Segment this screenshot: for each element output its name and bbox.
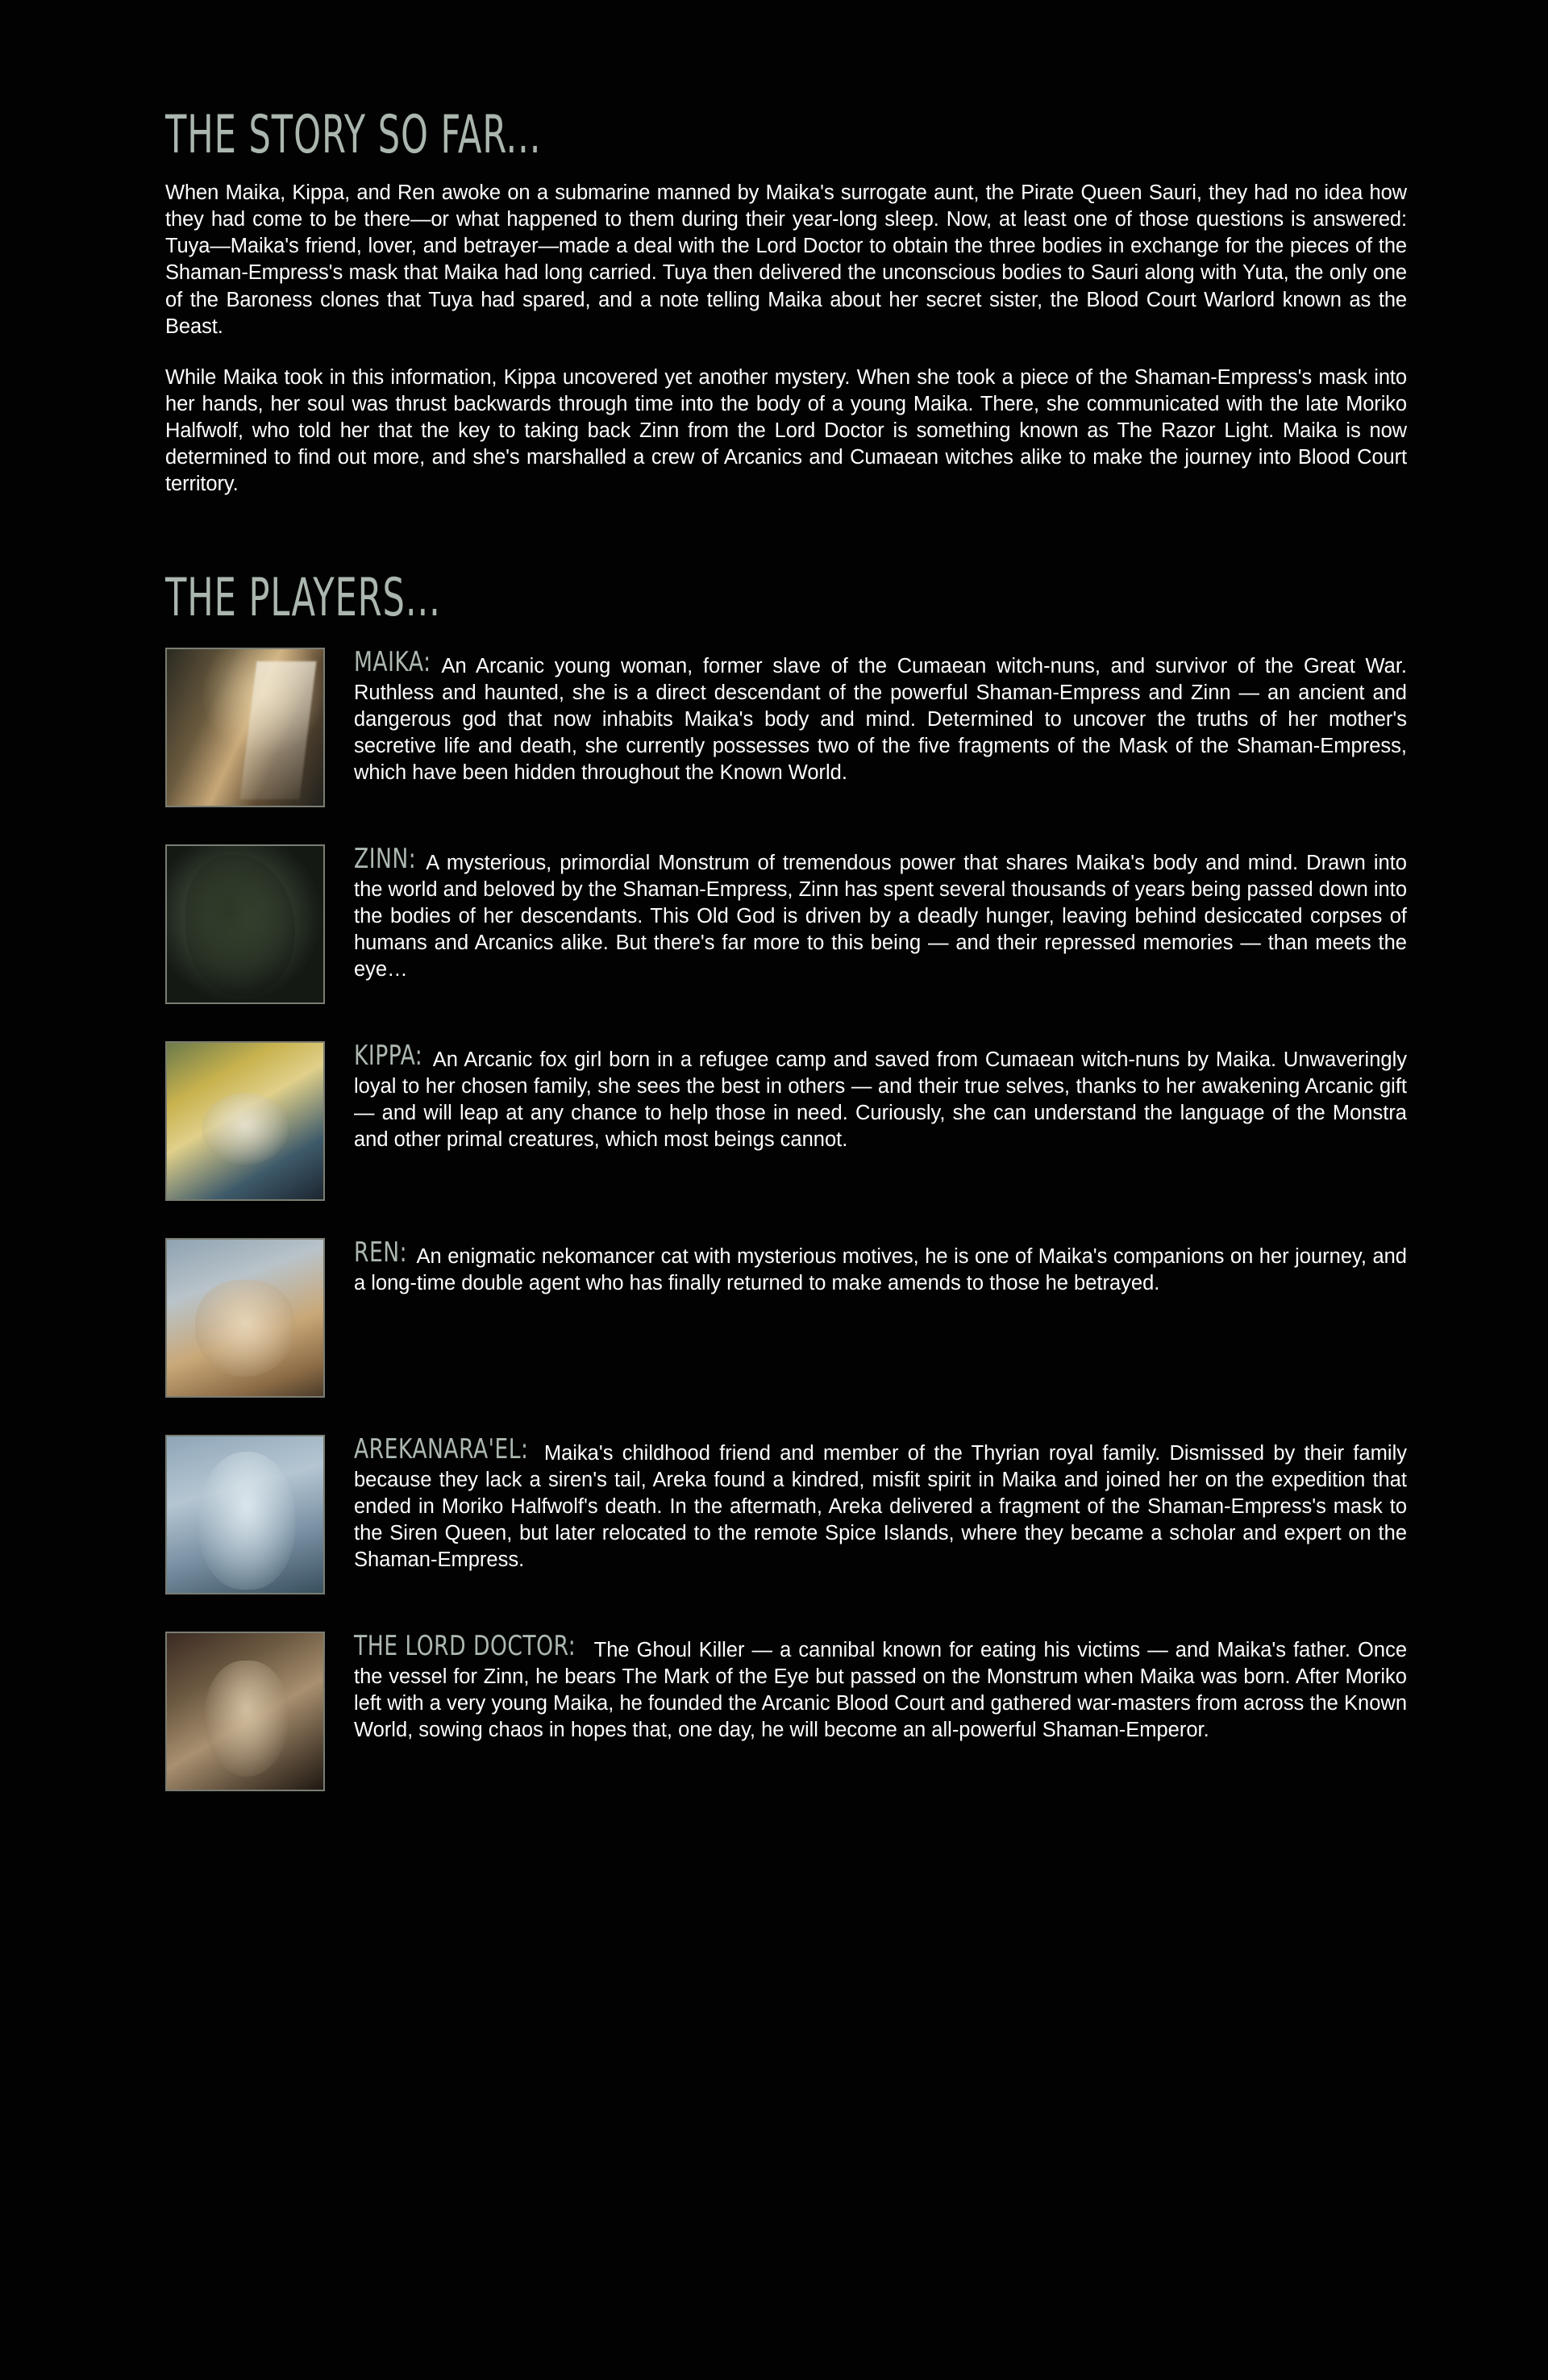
players-heading: THE PLAYERS... (165, 567, 441, 629)
player-description-block (354, 1038, 1407, 1154)
player-entry-areka (165, 1432, 1407, 1594)
story-so-far-section (165, 105, 1407, 498)
player-description-block (354, 1628, 1407, 1744)
zinn-portrait-art (167, 846, 323, 1002)
player-description-zinn: A mysterious, primordial Monstrum of tremendous power that shares Maika's body and mind. Drawn into the world and beloved by the Shaman-Empress, Zinn has spent several thousands of years being passed down into the bodies of her descendants. This Old God is driven by a deadly hunger, leaving behind desiccated corpses of humans and Arcanics alike. But there's far more to this being — and their repressed memories — than meets the eye… (354, 851, 1407, 982)
areka-portrait-art (167, 1436, 323, 1593)
players-section (165, 568, 1407, 1791)
areka-portrait (165, 1435, 325, 1594)
kippa-portrait (165, 1041, 325, 1201)
zinn-portrait (165, 844, 325, 1004)
page-content (165, 105, 1407, 1828)
kippa-portrait-art (167, 1043, 323, 1199)
player-entry-maika (165, 644, 1407, 807)
player-name-kippa: KIPPA: (354, 1038, 423, 1072)
lord-doctor-portrait-art (167, 1633, 323, 1790)
player-description-areka: Maika's childhood friend and member of the Thyrian royal family. Dismissed by their family because they lack a siren's tail, Areka found a kindred, misfit spirit in Maika and joined her on the expedition that ended in Moriko Halfwolf's death. In the aftermath, Areka delivered a fragment of the Shaman-Empress's mask to the Siren Queen, but later relocated to the remote Spice Islands, where they became a scholar and expert on the Shaman-Empress. (354, 1441, 1407, 1572)
maika-portrait (165, 648, 325, 807)
player-entry-lord-doctor (165, 1628, 1407, 1791)
player-description-lord-doctor: The Ghoul Killer — a cannibal known for eating his victims — and Maika's father. Once the vessel for Zinn, he bears The Mark of the Eye but passed on the Monstrum when Maika was born. After Moriko left with a very young Maika, he founded the Arcanic Blood Court and gathered war-masters from across the Known World, sowing chaos in hopes that, one day, he will become an all-powerful Shaman-Emperor. (354, 1638, 1407, 1742)
player-description-ren: An enigmatic nekomancer cat with mysterious motives, he is one of Maika's companions on her journey, and a long-time double agent who has finally returned to make amends to those he betrayed. (354, 1244, 1407, 1294)
ren-portrait (165, 1238, 325, 1398)
player-name-zinn: ZINN: (354, 841, 417, 875)
player-name-lord-doctor: THE LORD DOCTOR: (354, 1628, 576, 1662)
player-description-block (354, 841, 1407, 984)
player-entry-zinn (165, 841, 1407, 1004)
story-so-far-heading: THE STORY SO FAR... (165, 105, 542, 166)
player-description-block (354, 644, 1407, 787)
player-name-maika: MAIKA: (354, 644, 431, 678)
story-paragraph: While Maika took in this information, Kippa uncovered yet another mystery. When she took a piece of the Shaman-Empress's mask into her hands, her soul was thrust backwards through time into the body of a young Maika. There, she communicated with the late Moriko Halfwolf, who told her that the key to taking back Zinn from the Lord Doctor is something known as The Razor Light. Maika is now determined to find out more, and she's marshalled a crew of Arcanics and Cumaean witches alike to make the journey into Blood Court territory. (165, 365, 1407, 496)
player-description-kippa: An Arcanic fox girl born in a refugee camp and saved from Cumaean witch-nuns by Maika. Unwaveringly loyal to her chosen family, she sees the best in others — and their true selves, thanks to her awakening Arcanic gift — and will leap at any chance to help those in need. Curiously, she can understand the language of the Monstra and other primal creatures, which most beings cannot. (354, 1048, 1407, 1152)
lord-doctor-portrait (165, 1632, 325, 1791)
player-entry-ren (165, 1235, 1407, 1398)
story-paragraph: When Maika, Kippa, and Ren awoke on a submarine manned by Maika's surrogate aunt, the Pirate Queen Sauri, they had no idea how they had come to be there—or what happened to them during their year-long sleep. Now, at least one of those questions is answered: Tuya—Maika's friend, lover, and betrayer—made a deal with the Lord Doctor to obtain the three bodies in exchange for the pieces of the Shaman-Empress's mask that Maika had long carried. Tuya then delivered the unconscious bodies to Sauri along with Yuta, the only one of the Baroness clones that Tuya had spared, and a note telling Maika about her secret sister, the Blood Court Warlord known as the Beast. (165, 181, 1407, 338)
player-description-block (354, 1235, 1407, 1298)
maika-portrait-art (167, 649, 323, 806)
player-entry-kippa (165, 1038, 1407, 1201)
player-description-block (354, 1432, 1407, 1574)
player-description-maika: An Arcanic young woman, former slave of the Cumaean witch-nuns, and survivor of the Great War. Ruthless and haunted, she is a direct descendant of the powerful Shaman-Empress and Zinn — an ancient and dangerous god that now inhabits Maika's body and mind. Determined to uncover the truths of her mother's secretive life and death, she currently possesses two of the five fragments of the Mask of the Shaman-Empress, which have been hidden throughout the Known World. (354, 654, 1407, 785)
player-name-ren: REN: (354, 1235, 408, 1269)
ren-portrait-art (167, 1240, 323, 1396)
player-name-areka: AREKANARA'EL: (354, 1432, 529, 1465)
